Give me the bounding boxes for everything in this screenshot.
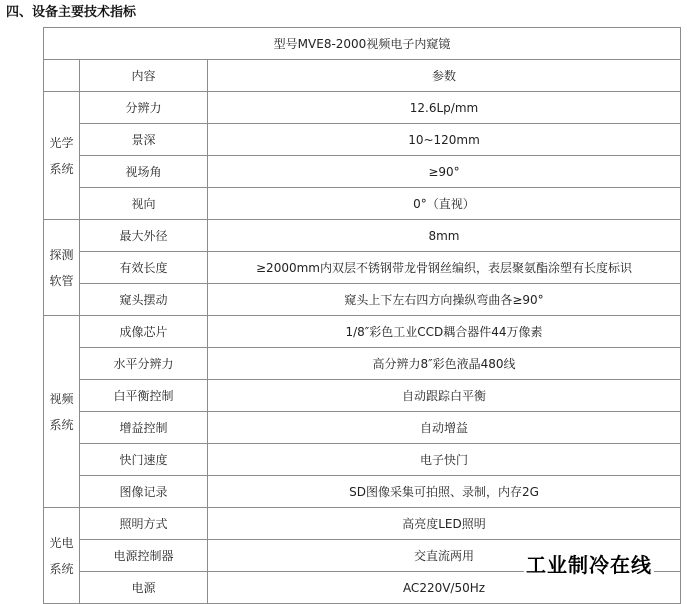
row-item: 图像记录 xyxy=(80,476,208,508)
watermark-text: 工业制冷在线 xyxy=(526,553,652,577)
row-item: 视向 xyxy=(80,188,208,220)
section-heading: 四、设备主要技术指标 xyxy=(6,5,137,20)
table-row xyxy=(44,92,681,124)
row-value: 高分辨力8″彩色液晶480线 xyxy=(208,348,681,380)
table-row xyxy=(44,220,681,252)
row-item: 水平分辨力 xyxy=(80,348,208,380)
table-row xyxy=(44,124,681,156)
row-value: 自动增益 xyxy=(208,412,681,444)
table-row xyxy=(44,476,681,508)
table-row xyxy=(44,156,681,188)
group-label-optoelectronic: 光电 系统 xyxy=(44,508,80,604)
group-header-cell xyxy=(44,60,80,92)
row-value: 电子快门 xyxy=(208,444,681,476)
row-item: 最大外径 xyxy=(80,220,208,252)
row-item: 景深 xyxy=(80,124,208,156)
table-row xyxy=(44,380,681,412)
row-value: 0°（直视） xyxy=(208,188,681,220)
spec-table xyxy=(43,27,681,604)
row-value: 窥头上下左右四方向操纵弯曲各≥90° xyxy=(208,284,681,316)
table-title-row xyxy=(44,28,681,60)
row-value: 交直流两用 xyxy=(208,540,681,572)
row-item: 白平衡控制 xyxy=(80,380,208,412)
row-value: 高亮度LED照明 xyxy=(208,508,681,540)
row-value: 12.6Lp/mm xyxy=(208,92,681,124)
row-value: ≥90° xyxy=(208,156,681,188)
row-item: 快门速度 xyxy=(80,444,208,476)
table-title: 型号MVE8-2000视频电子内窥镜 xyxy=(44,28,681,60)
row-item: 窥头摆动 xyxy=(80,284,208,316)
row-item: 电源 xyxy=(80,572,208,604)
row-value: 10~120mm xyxy=(208,124,681,156)
row-value: 1/8″彩色工业CCD耦合器件44万像素 xyxy=(208,316,681,348)
row-value: ≥2000mm内双层不锈钢带龙骨钢丝编织，表层聚氨酯涂塑有长度标识 xyxy=(208,252,681,284)
table-row xyxy=(44,348,681,380)
table-row xyxy=(44,412,681,444)
row-value: SD图像采集可拍照、录制，内存2G xyxy=(208,476,681,508)
group-label-probe: 探测 软管 xyxy=(44,220,80,316)
row-item: 照明方式 xyxy=(80,508,208,540)
row-value: AC220V/50Hz xyxy=(208,572,681,604)
group-label-video: 视频 系统 xyxy=(44,316,80,508)
table-row xyxy=(44,188,681,220)
row-item: 电源控制器 xyxy=(80,540,208,572)
row-value: 自动跟踪白平衡 xyxy=(208,380,681,412)
row-item: 有效长度 xyxy=(80,252,208,284)
header-value: 参数 xyxy=(208,60,681,92)
group-label-optics: 光学 系统 xyxy=(44,92,80,220)
table-row xyxy=(44,252,681,284)
row-item: 分辨力 xyxy=(80,92,208,124)
table-row xyxy=(44,444,681,476)
table-row xyxy=(44,284,681,316)
row-value: 8mm xyxy=(208,220,681,252)
table-header-row xyxy=(44,60,681,92)
table-row xyxy=(44,316,681,348)
row-item: 增益控制 xyxy=(80,412,208,444)
row-item: 视场角 xyxy=(80,156,208,188)
header-item: 内容 xyxy=(80,60,208,92)
row-item: 成像芯片 xyxy=(80,316,208,348)
table-row xyxy=(44,508,681,540)
